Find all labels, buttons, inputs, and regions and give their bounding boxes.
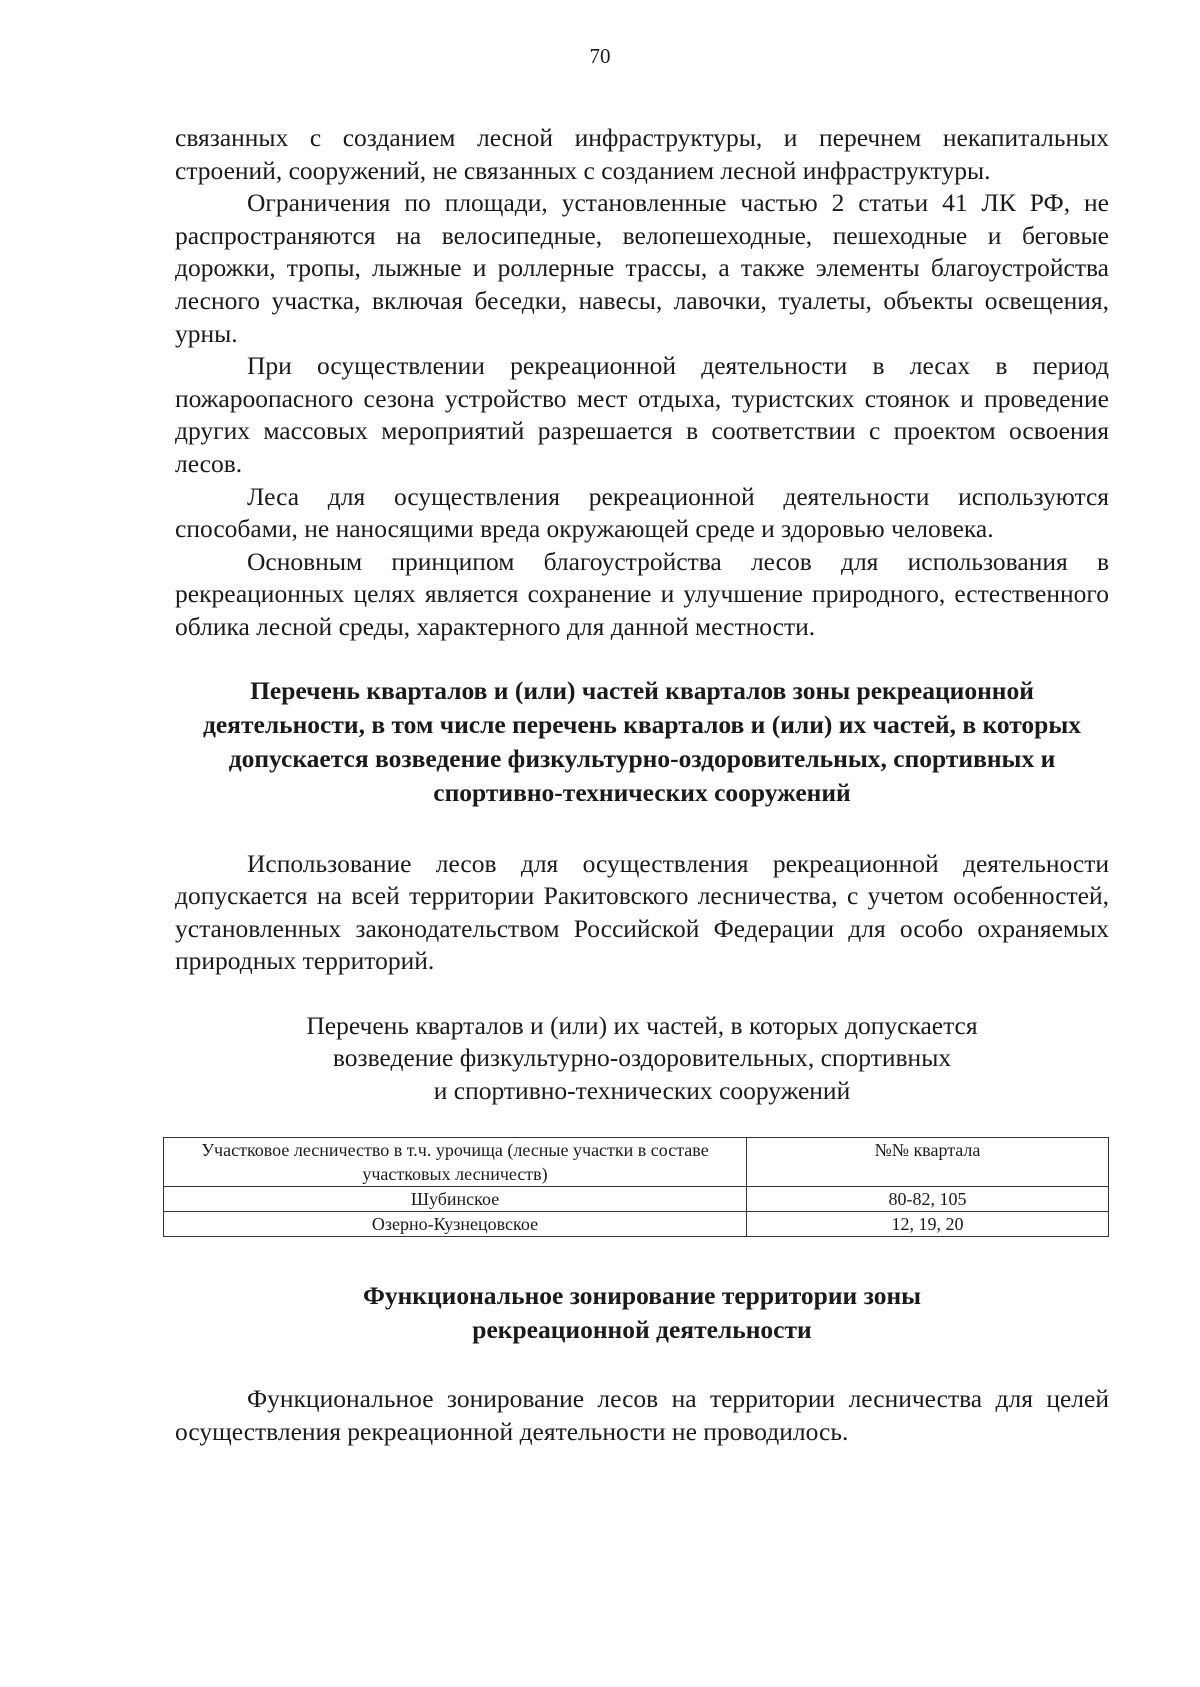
- document-body: [175, 122, 1109, 1449]
- header-quarter-numbers: №№ квартала: [747, 1138, 1109, 1187]
- cell-quarters: 12, 19, 20: [747, 1212, 1109, 1237]
- paragraph-zoning: Функциональное зонирование лесов на территории лесничества для целей осуществления рекреационной деятельности не проводилось.: [175, 1384, 1109, 1446]
- cell-forestry: Озерно-Кузнецовское: [164, 1212, 747, 1237]
- table-caption-line: и спортивно-технических сооружений: [433, 1075, 851, 1105]
- section-heading-quarters: Перечень кварталов и (или) частей кварталов зоны рекреационной деятельности, в том числе перечень кварталов и (или) их частей, в которых допускается возведение физкультурно-оздоровительных, спортивных и спортивно-технических сооружений: [202, 675, 1082, 807]
- section-heading-zoning-line: Функциональное зонирование территории зоны: [362, 1281, 922, 1311]
- table-caption-line: возведение физкультурно-оздоровительных, спортивных: [332, 1043, 952, 1073]
- cell-forestry: Шубинское: [164, 1187, 747, 1212]
- paragraph-continuation: связанных с созданием лесной инфраструктуры, и перечнем некапитальных строений, сооружений, не связанных с созданием лесной инфраструктуры.: [175, 123, 1109, 185]
- paragraph-territory-usage: Использование лесов для осуществления рекреационной деятельности допускается на всей территории Ракитовского лесничества, с учетом особенностей, установленных законодательством Российской Федерации для особо охраняемых природных территорий.: [175, 848, 1109, 976]
- header-forestry: Участковое лесничество в т.ч. урочища (лесные участки в составе участковых лесничеств): [164, 1138, 747, 1187]
- table-caption-line: Перечень кварталов и (или) их частей, в которых допускается: [306, 1010, 978, 1040]
- paragraph-fire-season: При осуществлении рекреационной деятельности в лесах в период пожароопасного сезона устройство мест отдыха, туристских стоянок и проведение других массовых мероприятий разрешается в соответствии с проектом освоения лесов.: [175, 351, 1109, 478]
- table-row: [164, 1212, 1109, 1237]
- page-number: 70: [589, 44, 611, 68]
- table-row: [164, 1187, 1109, 1212]
- table-caption: [175, 1010, 1109, 1108]
- section-heading-zoning-line: рекреационной деятельности: [472, 1315, 812, 1345]
- cell-quarters: 80-82, 105: [747, 1187, 1109, 1212]
- table-header-row: [164, 1138, 1109, 1187]
- section-heading-zoning: [175, 1279, 1109, 1347]
- quarters-table: [163, 1137, 1109, 1237]
- paragraph-main-principle: Основным принципом благоустройства лесов для использования в рекреационных целях является сохранение и улучшение природного, естественного облика лесной среды, характерного для данной местности.: [175, 546, 1109, 641]
- paragraph-area-restrictions: Ограничения по площади, установленные частью 2 статьи 41 ЛК РФ, не распространяются на велосипедные, велопешеходные, пешеходные и беговые дорожки, тропы, лыжные и роллерные трассы, а также элементы благоустройства лесного участка, включая беседки, навесы, лавочки, туалеты, объекты освещения, урны.: [175, 188, 1109, 348]
- paragraph-usage-methods: Леса для осуществления рекреационной деятельности используются способами, не наносящими вреда окружающей среде и здоровью человека.: [175, 481, 1109, 544]
